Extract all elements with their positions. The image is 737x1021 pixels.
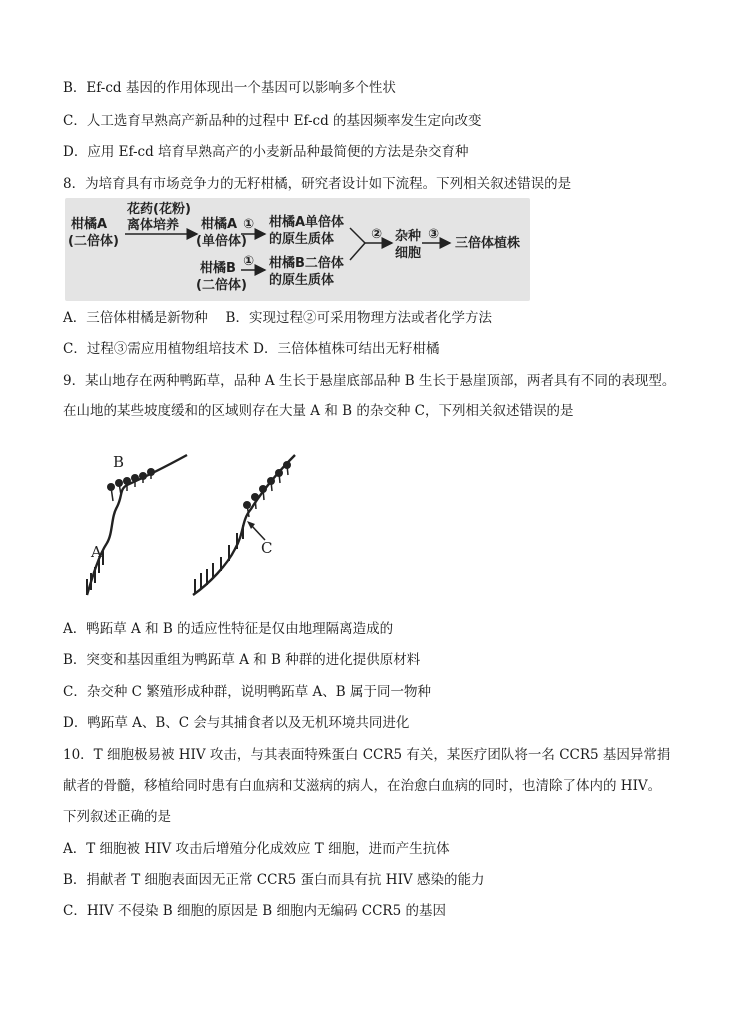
cliff-illustration	[75, 445, 305, 605]
q10-option-a: A．T 细胞被 HIV 攻击后增殖分化成效应 T 细胞，进而产生抗体	[63, 841, 450, 857]
mid-a-sub: (单倍体)	[196, 234, 247, 249]
q8-options-cd: C．过程③需应用植物组培技术 D．三倍体植株可结出无籽柑橘	[63, 341, 440, 357]
label-b: B	[113, 453, 125, 471]
q9-option-b: B．突变和基因重组为鸭跖草 A 和 B 种群的进化提供原材料	[63, 652, 421, 668]
circle-3: ③	[428, 227, 440, 242]
q9-option-d: D．鸭跖草 A、B、C 会与其捕食者以及无机环境共同进化	[63, 715, 410, 731]
question-10-stem-line3: 下列叙述正确的是	[63, 809, 171, 825]
q10-option-c: C．HIV 不侵染 B 细胞的原因是 B 细胞内无编码 CCR5 的基因	[63, 903, 446, 919]
source-a-ploidy: (二倍体)	[68, 234, 119, 249]
question-9-stem-line1: 9．某山地存在两种鸭跖草，品种 A 生长于悬崖底部品种 B 生长于悬崖顶部，两者具有不同的表现型。	[63, 373, 676, 389]
source-b-label: 柑橘B	[200, 261, 236, 276]
citrus-breeding-flowchart	[65, 198, 530, 301]
q10-option-b: B．捐献者 T 细胞表面因无正常 CCR5 蛋白而具有抗 HIV 感染的能力	[63, 872, 485, 888]
circle-2: ②	[371, 227, 383, 242]
hybrid-line2: 细胞	[395, 246, 422, 261]
option-b-previous: B．Ef-cd 基因的作用体现出一个基因可以影响多个性状	[63, 80, 396, 96]
question-10-stem-line2: 献者的骨髓，移植给同时患有白血病和艾滋病的病人，在治愈白血病的同时，也清除了体内的 HIV。	[63, 778, 662, 794]
circle-1-bottom: ①	[243, 254, 255, 269]
proto-b-line2: 的原生质体	[269, 273, 335, 288]
arrow-to-c	[251, 525, 265, 540]
proto-a-line1: 柑橘A单倍体	[269, 215, 345, 230]
hybrid-line1: 杂种	[395, 229, 422, 244]
label-c: C	[261, 539, 273, 557]
q9-option-a: A．鸭跖草 A 和 B 的适应性特征是仅由地理隔离造成的	[63, 621, 394, 637]
question-10-stem-line1: 10．T 细胞极易被 HIV 攻击，与其表面特殊蛋白 CCR5 有关，某医疗团队将一名 CCR5 基因异常捐	[63, 747, 671, 763]
result-label: 三倍体植株	[455, 236, 521, 251]
option-d-previous: D．应用 Ef-cd 培育早熟高产的小麦新品种最简便的方法是杂交育种	[63, 144, 469, 160]
step-top-line1: 花药(花粉)	[127, 202, 191, 217]
option-c-previous: C．人工选育早熟高产新品种的过程中 Ef-cd 的基因频率发生定向改变	[63, 113, 482, 129]
question-8-stem: 8．为培育具有市场竞争力的无籽柑橘，研究者设计如下流程。下列相关叙述错误的是	[63, 176, 572, 192]
source-b-ploidy: (二倍体)	[196, 278, 247, 293]
q8-options-ab: A．三倍体柑橘是新物种 B．实现过程②可采用物理方法或者化学方法	[63, 310, 492, 326]
mid-a-label: 柑橘A	[201, 217, 238, 232]
q9-option-c: C．杂交种 C 繁殖形成种群，说明鸭跖草 A、B 属于同一物种	[63, 684, 431, 700]
plants-a-right	[195, 525, 243, 593]
step-top-line2: 离体培养	[127, 218, 180, 233]
plants-b-left	[107, 468, 155, 491]
question-9-stem-line2: 在山地的某些坡度缓和的区域则存在大量 A 和 B 的杂交种 C，下列相关叙述错误的是	[63, 403, 574, 419]
proto-b-line1: 柑橘B二倍体	[269, 256, 344, 271]
cliff-plant-figure	[75, 445, 305, 605]
label-a: A	[91, 543, 102, 561]
source-a-label: 柑橘A	[71, 217, 108, 232]
merge-bracket	[350, 228, 365, 260]
circle-1-top: ①	[243, 217, 255, 232]
proto-a-line2: 的原生质体	[269, 232, 335, 247]
